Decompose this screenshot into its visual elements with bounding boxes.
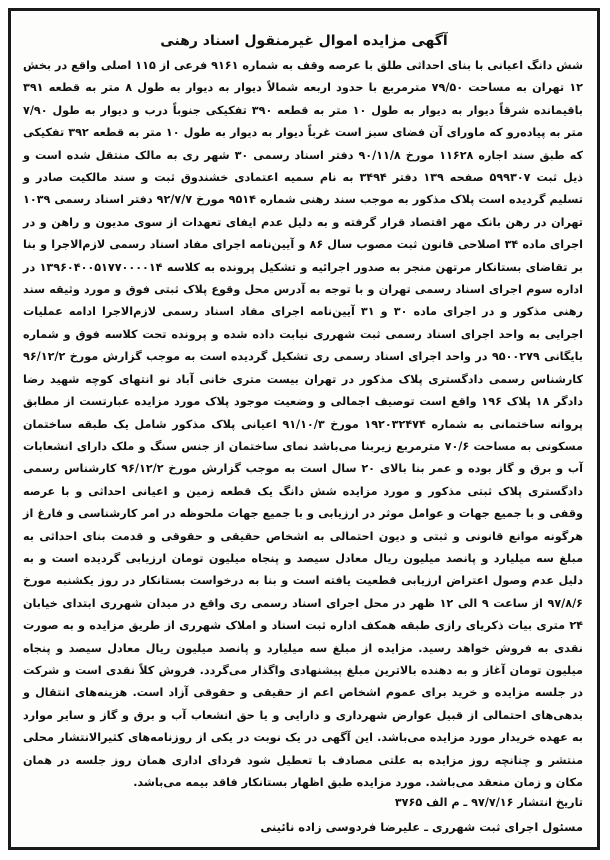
publish-date: تاریخ انتشار ۹۷/۷/۱۶ ـ م الف ۳۷۶۵: [394, 796, 583, 809]
signature-line: مسئول اجرای ثبت شهرری ـ علیرضا فردوسی زاده نائینی: [260, 820, 583, 834]
notice-title: آگهی مزایده اموال غیرمنقول اسناد رهنی: [160, 33, 448, 49]
notice-body: شش دانگ اعیانی با بنای احداثی طلق با عرصه وقف به شماره ۹۱۶۱ فرعی از ۱۱۵ اصلی واقع در بخش ۱۲ تهران به مساحت ۷۹/۵۰ مترمربع با حدود اربعه شمالاً دیوار به دیوار به طول ۸ متر به قطعه ۳۹۱ باقیمانده شرقاً دیوار به دیوار به طول ۱۰ متر به قطعه ۳۹۰ تفکیکی جنوباً درب و دیوار به طول ۷/۹۰ متر به پیاده‌رو که ماورای آن فضای سبز است غرباً دیوار به دیوار به طول ۱۰ متر به قطعه ۳۹۲ تفکیکی که طبق سند اجاره ۱۱۶۲۸ مورخ ۹۰/۱۱/۸ دفتر اسناد رسمی ۳۰ شهر ری به مالک منتقل شده است و ذیل ثبت ۵۹۹۳۰۷ صفحه ۱۳۹ دفتر ۳۴۹۴ به نام سمیه اعتمادی خشندوق ثبت و سند مالکیت صادر و تسلیم گردیده است پلاک مذکور به موجب سند رهنی شماره ۹۵۱۴ مورخ ۹۲/۷/۷ دفتر اسناد رسمی ۱۰۳۹ تهران در رهن بانک مهر اقتصاد قرار گرفته و به دلیل عدم ایفای تعهدات از سوی مدیون و راهن و در اجرای ماده ۳۴ اصلاحی قانون ثبت مصوب سال ۸۶ و آیین‌نامه اجرای مفاد اسناد رسمی لازم‌الاجرا و بنا بر تقاضای بستانکار مرتهن منجر به صدور اجرائیه و تشکیل پرونده به کلاسه ۱۳۹۶۰۴۰۰۵۱۷۷۰۰۰۰۱۴ در اداره سوم اجرای اسناد رسمی تهران و با توجه به آدرس محل وقوع پلاک ثبتی فوق و مورد وثیقه سند رهنی مذکور و در اجرای ماده ۳۰ و ۳۱ آیین‌نامه اجرای مفاد اسناد رسمی لازم‌الاجرا ادامه عملیات اجرایی به واحد اجرای اسناد رسمی ثبت شهرری نیابت داده شده و پرونده تحت کلاسه فوق و شماره بایگانی ۹۵۰۰۲۷۹ در واحد اجرای اسناد رسمی ری تشکیل گردیده است به موجب گزارش مورخ ۹۶/۱۲/۲ کارشناس رسمی دادگستری پلاک مذکور در تهران بیست متری خانی آباد نو انتهای کوچه شهید رضا دادگر ۱۸ پلاک ۱۹۶ واقع است توصیف اجمالی و وضعیت موجود پلاک مورد مزایده عبارتست از مطابق پروانه ساختمانی به شماره ۱۹۲۰۳۲۴۷۴ مورخ ۹۱/۱۰/۳ اعیانی پلاک مذکور شامل یک طبقه ساختمان مسکونی به مساحت ۷۰/۶ مترمربع زیربنا می‌باشد نمای ساختمان از جنس سنگ و ملک دارای انشعابات آب و برق و گاز بوده و عمر بنا بالای ۲۰ سال است به موجب گزارش مورخ ۹۶/۱۲/۲ کارشناس رسمی دادگستری پلاک ثبتی مذکور و مورد مزایده شش دانگ یک قطعه زمین و اعیانی احداثی و با عرصه وقفی و با جمیع جهات و عوامل موثر در ارزیابی و با جمیع جهات ملحوظه در امر کارشناسی و فارغ از هرگونه موانع قانونی و ثبتی و دیون احتمالی به اشخاص حقیقی و حقوقی و قدمت بنای احداثی به مبلغ سه میلیارد و پانصد میلیون ریال معادل سیصد و پنجاه میلیون تومان ارزیابی گردیده است و به دلیل عدم وصول اعتراض ارزیابی قطعیت یافته است و بنا به درخواست بستانکار در روز یکشنبه مورخ ۹۷/۸/۶ از ساعت ۹ الی ۱۲ ظهر در محل اجرای اسناد رسمی ری واقع در میدان شهرری ابتدای خیابان ۲۴ متری بیات ذکریای رازی طبقه همکف اداره ثبت اسناد و املاک شهرری از طریق مزایده و به صورت نقدی به فروش خواهد رسید. مزایده از مبلغ سه میلیارد و پانصد میلیون ریال معادل سیصد و پنجاه میلیون تومان آغاز و به دهنده بالاترین مبلغ پیشنهادی واگذار می‌گردد. فروش کلاً نقدی است و شرکت در جلسه مزایده و خرید برای عموم اشخاص اعم از حقیقی و حقوقی آزاد است. هزینه‌های انتقال و بدهی‌های احتمالی از قبیل عوارض شهرداری و دارایی و یا حق انشعاب آب و برق و گاز و سایر موارد به عهده خریدار مورد مزایده می‌باشد. این آگهی در یک نوبت در یکی از روزنامه‌های کثیرالانتشار محلی منتشر و چنانچه روز مزایده به علتی مصادف با تعطیل شود فردای اداری همان روز جلسه در همان مکان و زمان منعقد می‌باشد. مورد مزایده طبق اظهار بستانکار فاقد بیمه می‌باشد.: [23, 59, 584, 789]
auction-notice: [8, 8, 600, 850]
